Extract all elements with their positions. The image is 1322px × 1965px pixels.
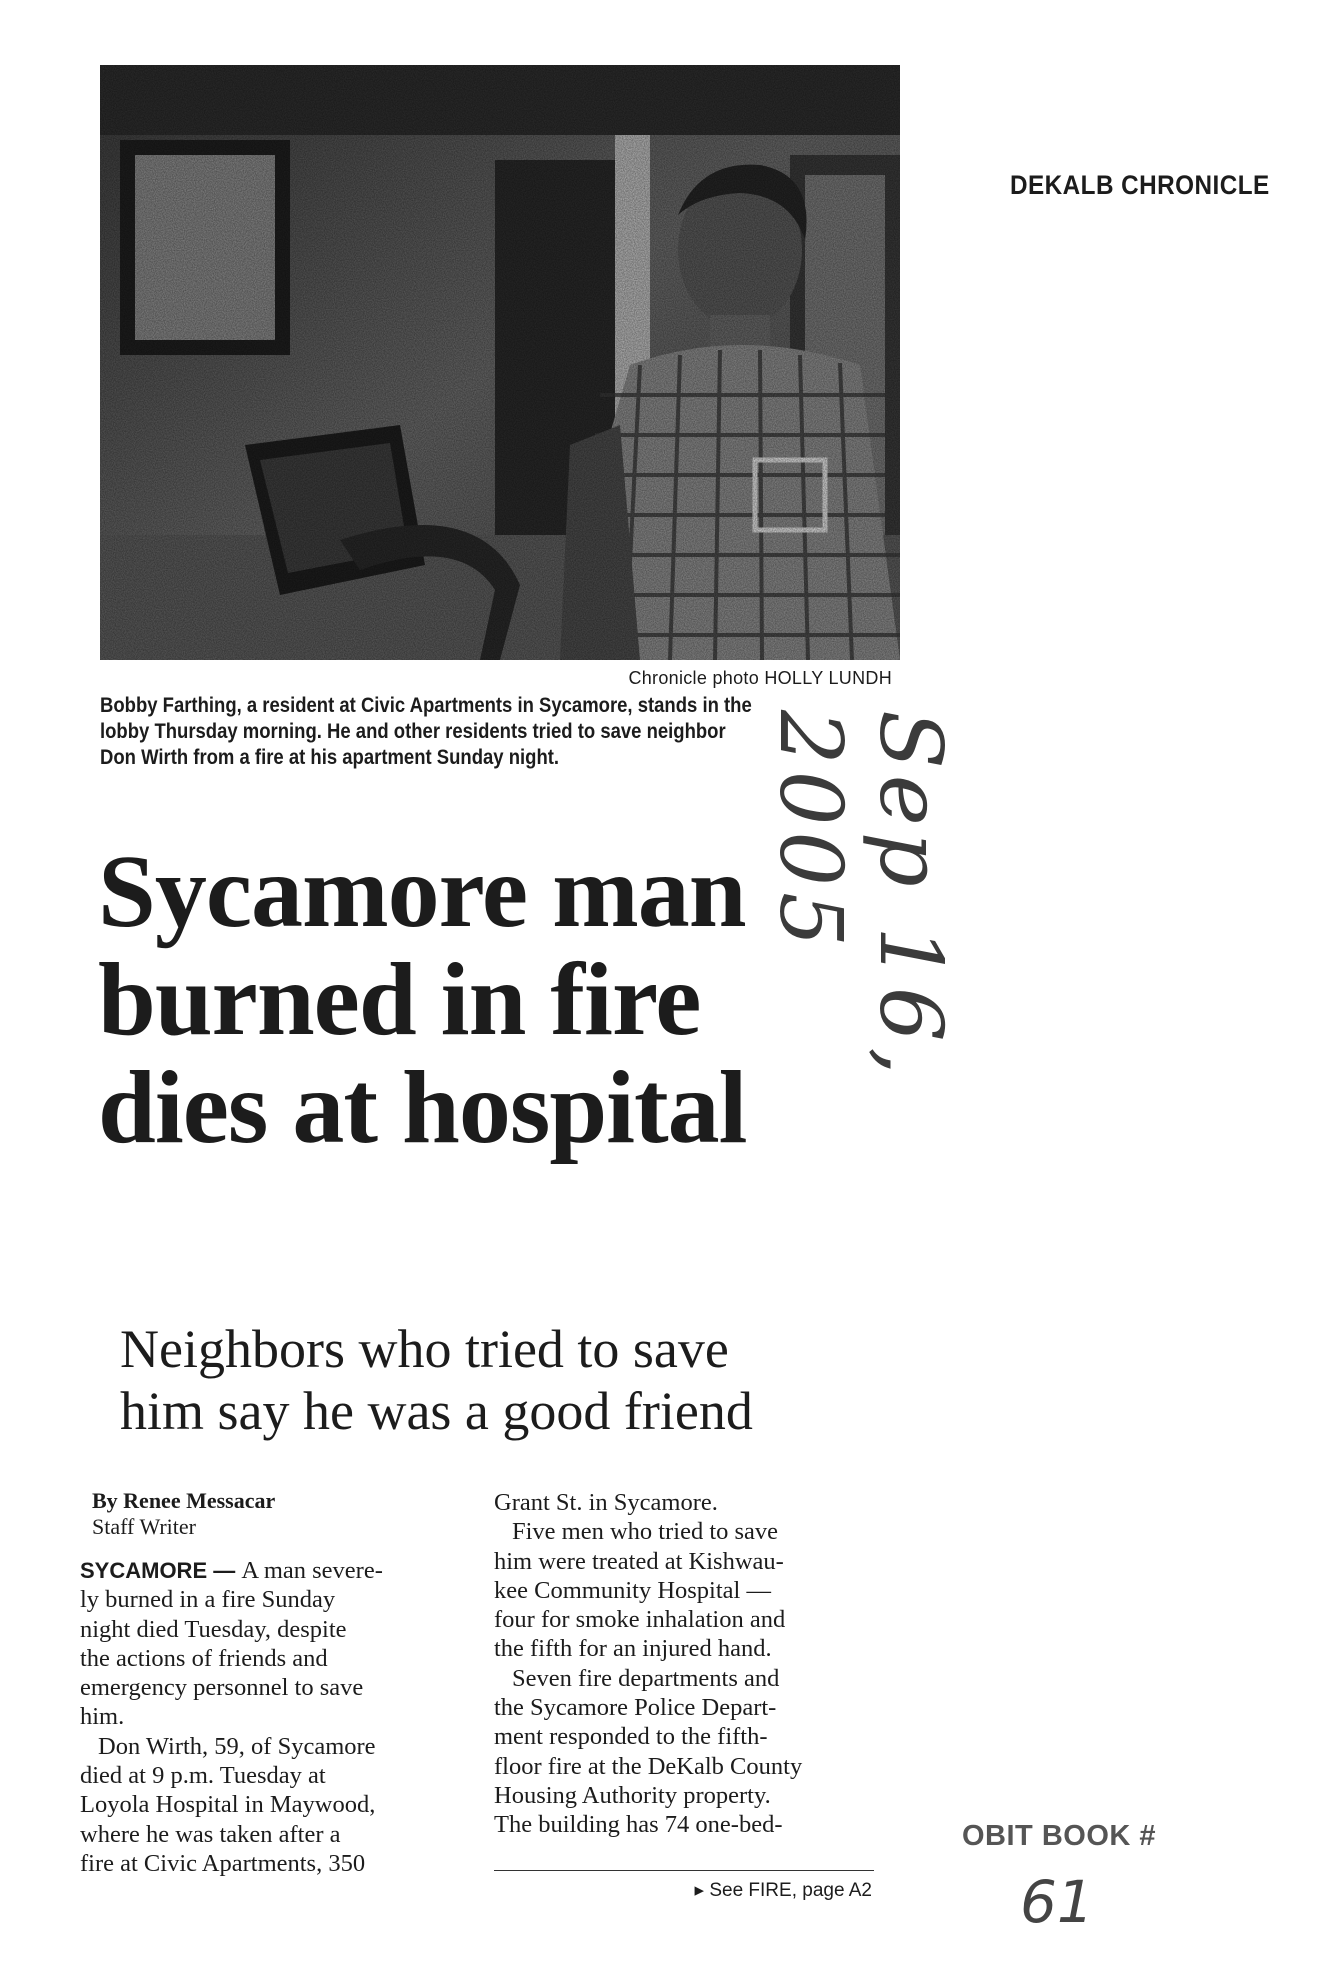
caption-line: Don Wirth from a fire at his apartment Sunday night. [100,745,560,769]
body-line: where he was taken after a [80,1820,341,1848]
continued-on-page: ▸ See FIRE, page A2 [694,1880,872,1901]
jump-divider [494,1870,874,1871]
body-line: him were treated at Kishwau- [494,1547,784,1575]
news-photo [100,65,900,660]
body-line: floor fire at the DeKalb County [494,1752,803,1780]
body-line: Grant St. in Sycamore. [494,1489,718,1516]
headline-line: burned in fire [98,942,701,1057]
body-line: ly burned in a fire Sunday [80,1586,336,1614]
caption-line: Bobby Farthing, a resident at Civic Apartments in Sycamore, stands in the [100,693,752,717]
body-line [80,1556,460,1585]
body-line: the actions of friends and [80,1644,328,1672]
obit-book-stamp: OBIT BOOK # [962,1820,1157,1852]
body-line: Five men who tried to save [512,1518,779,1546]
body-line: emergency personnel to save [80,1674,364,1702]
body-line: kee Community Hospital — [494,1576,771,1604]
body-line: Don Wirth, 59, of Sycamore [98,1732,376,1760]
body-line: the fifth for an injured hand. [494,1635,772,1663]
byline [92,1488,275,1540]
headline-line: dies at hospital [98,1050,747,1165]
headline-line: Sycamore man [98,834,746,949]
subhead-line: Neighbors who tried to save [120,1319,729,1379]
article-column-1 [80,1556,460,1878]
body-line: died at 9 p.m. Tuesday at [80,1762,326,1790]
body-line: Seven fire departments and [512,1664,780,1692]
body-line: ment responded to the fifth- [494,1723,768,1751]
article-column-2 [494,1488,872,1840]
obit-book-number: 61 [1020,1868,1094,1936]
subhead-line: him say he was a good friend [120,1381,753,1441]
body-line: fire at Civic Apartments, 350 [80,1849,366,1877]
handwritten-date: Sep 16, 2005 [760,710,960,1081]
photo-credit: Chronicle photo HOLLY LUNDH [628,668,892,688]
author-name: By Renee Messacar [92,1488,276,1513]
author-title: Staff Writer [92,1514,196,1539]
body-line: The building has 74 one-bed- [494,1811,783,1839]
dateline: SYCAMORE — [80,1558,242,1583]
photo-illustration [100,65,900,660]
body-line: Housing Authority property. [494,1781,771,1809]
caption-line: lobby Thursday morning. He and other residents tried to save neighbor [100,719,726,743]
body-line: four for smoke inhalation and [494,1606,786,1634]
body-line: night died Tuesday, despite [80,1615,347,1643]
body-line: him. [80,1703,125,1731]
newspaper-name: DEKALB CHRONICLE [1010,170,1270,200]
body-line: the Sycamore Police Depart- [494,1694,777,1722]
body-line: Loyola Hospital in Maywood, [80,1791,376,1819]
body-text: A man severe- [241,1557,383,1584]
